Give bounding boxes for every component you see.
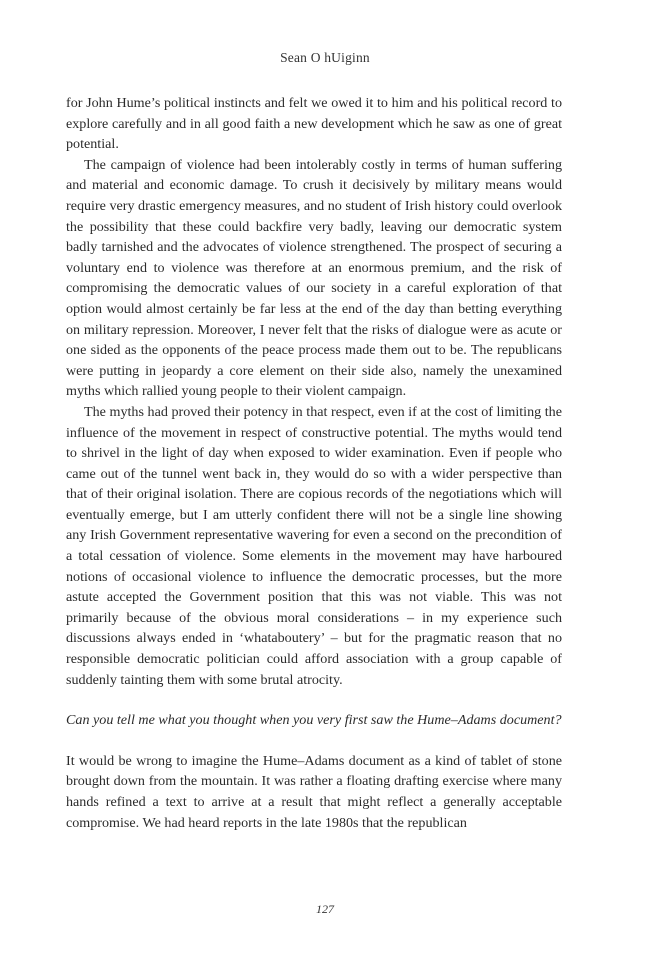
interview-answer: It would be wrong to imagine the Hume–Adams document as a kind of tablet of stone brought down from the mountain. It was rather a floating drafting exercise where many hands refined a text to arrive at a result that might reflect a generally acceptable compromise. We had heard reports in the late 1980s that the republican	[66, 752, 562, 831]
paragraph: The campaign of violence had been intolerably costly in terms of human suffering and material and economic damage. To crush it decisively by military means would require very drastic emergency measures, and no student of Irish history could overlook the possibility that these could backfire very badly, leaving our democratic system badly tarnished and the advocates of violence strengthened. The prospect of securing a voluntary end to violence was therefore at an enormous premium, and the risk of compromising the democratic values of our society in a careful exploration of that option would almost certainly be far less at the end of the day than betting everything on military repression. Moreover, I never felt that the risks of dialogue were as acute or one sided as the opponents of the peace process made them out to be. The republicans were putting in jeopardy a core element on their side also, namely the unexamined myths which rallied young people to their violent campaign.	[66, 156, 562, 400]
body-text	[66, 93, 562, 833]
interview-question: Can you tell me what you thought when you very first saw the Hume–Adams document?	[66, 712, 562, 729]
paragraph-continued: for John Hume’s political instincts and felt we owed it to him and his political record to explore carefully and in all good faith a new development which he saw as one of great potential.	[66, 95, 562, 153]
paragraph: The myths had proved their potency in that respect, even if at the cost of limiting the influence of the movement in respect of constructive potential. The myths would tend to shrivel in the light of day when exposed to wider examination. Even if people who came out of the tunnel went back in, they would do so with a wider perspective than that of their original isolation. There are copious records of the negotiations which will eventually emerge, but I am utterly confident there will not be a single line showing any Irish Government representative wavering for even a second on the precondition of a total cessation of violence. Some elements in the movement may have harboured notions of occasional violence to influence the democratic processes, but the more astute accepted the Government position that this was not viable. This was not primarily because of the obvious moral considerations – in my experience such discussions always ended in ‘whataboutery’ – but for the pragmatic reason that no responsible democratic politician could afford association with a group capable of suddenly tainting them with some brutal atrocity.	[66, 403, 562, 688]
page-number: 127	[316, 902, 334, 916]
running-head: Sean O hUiginn	[280, 50, 370, 65]
